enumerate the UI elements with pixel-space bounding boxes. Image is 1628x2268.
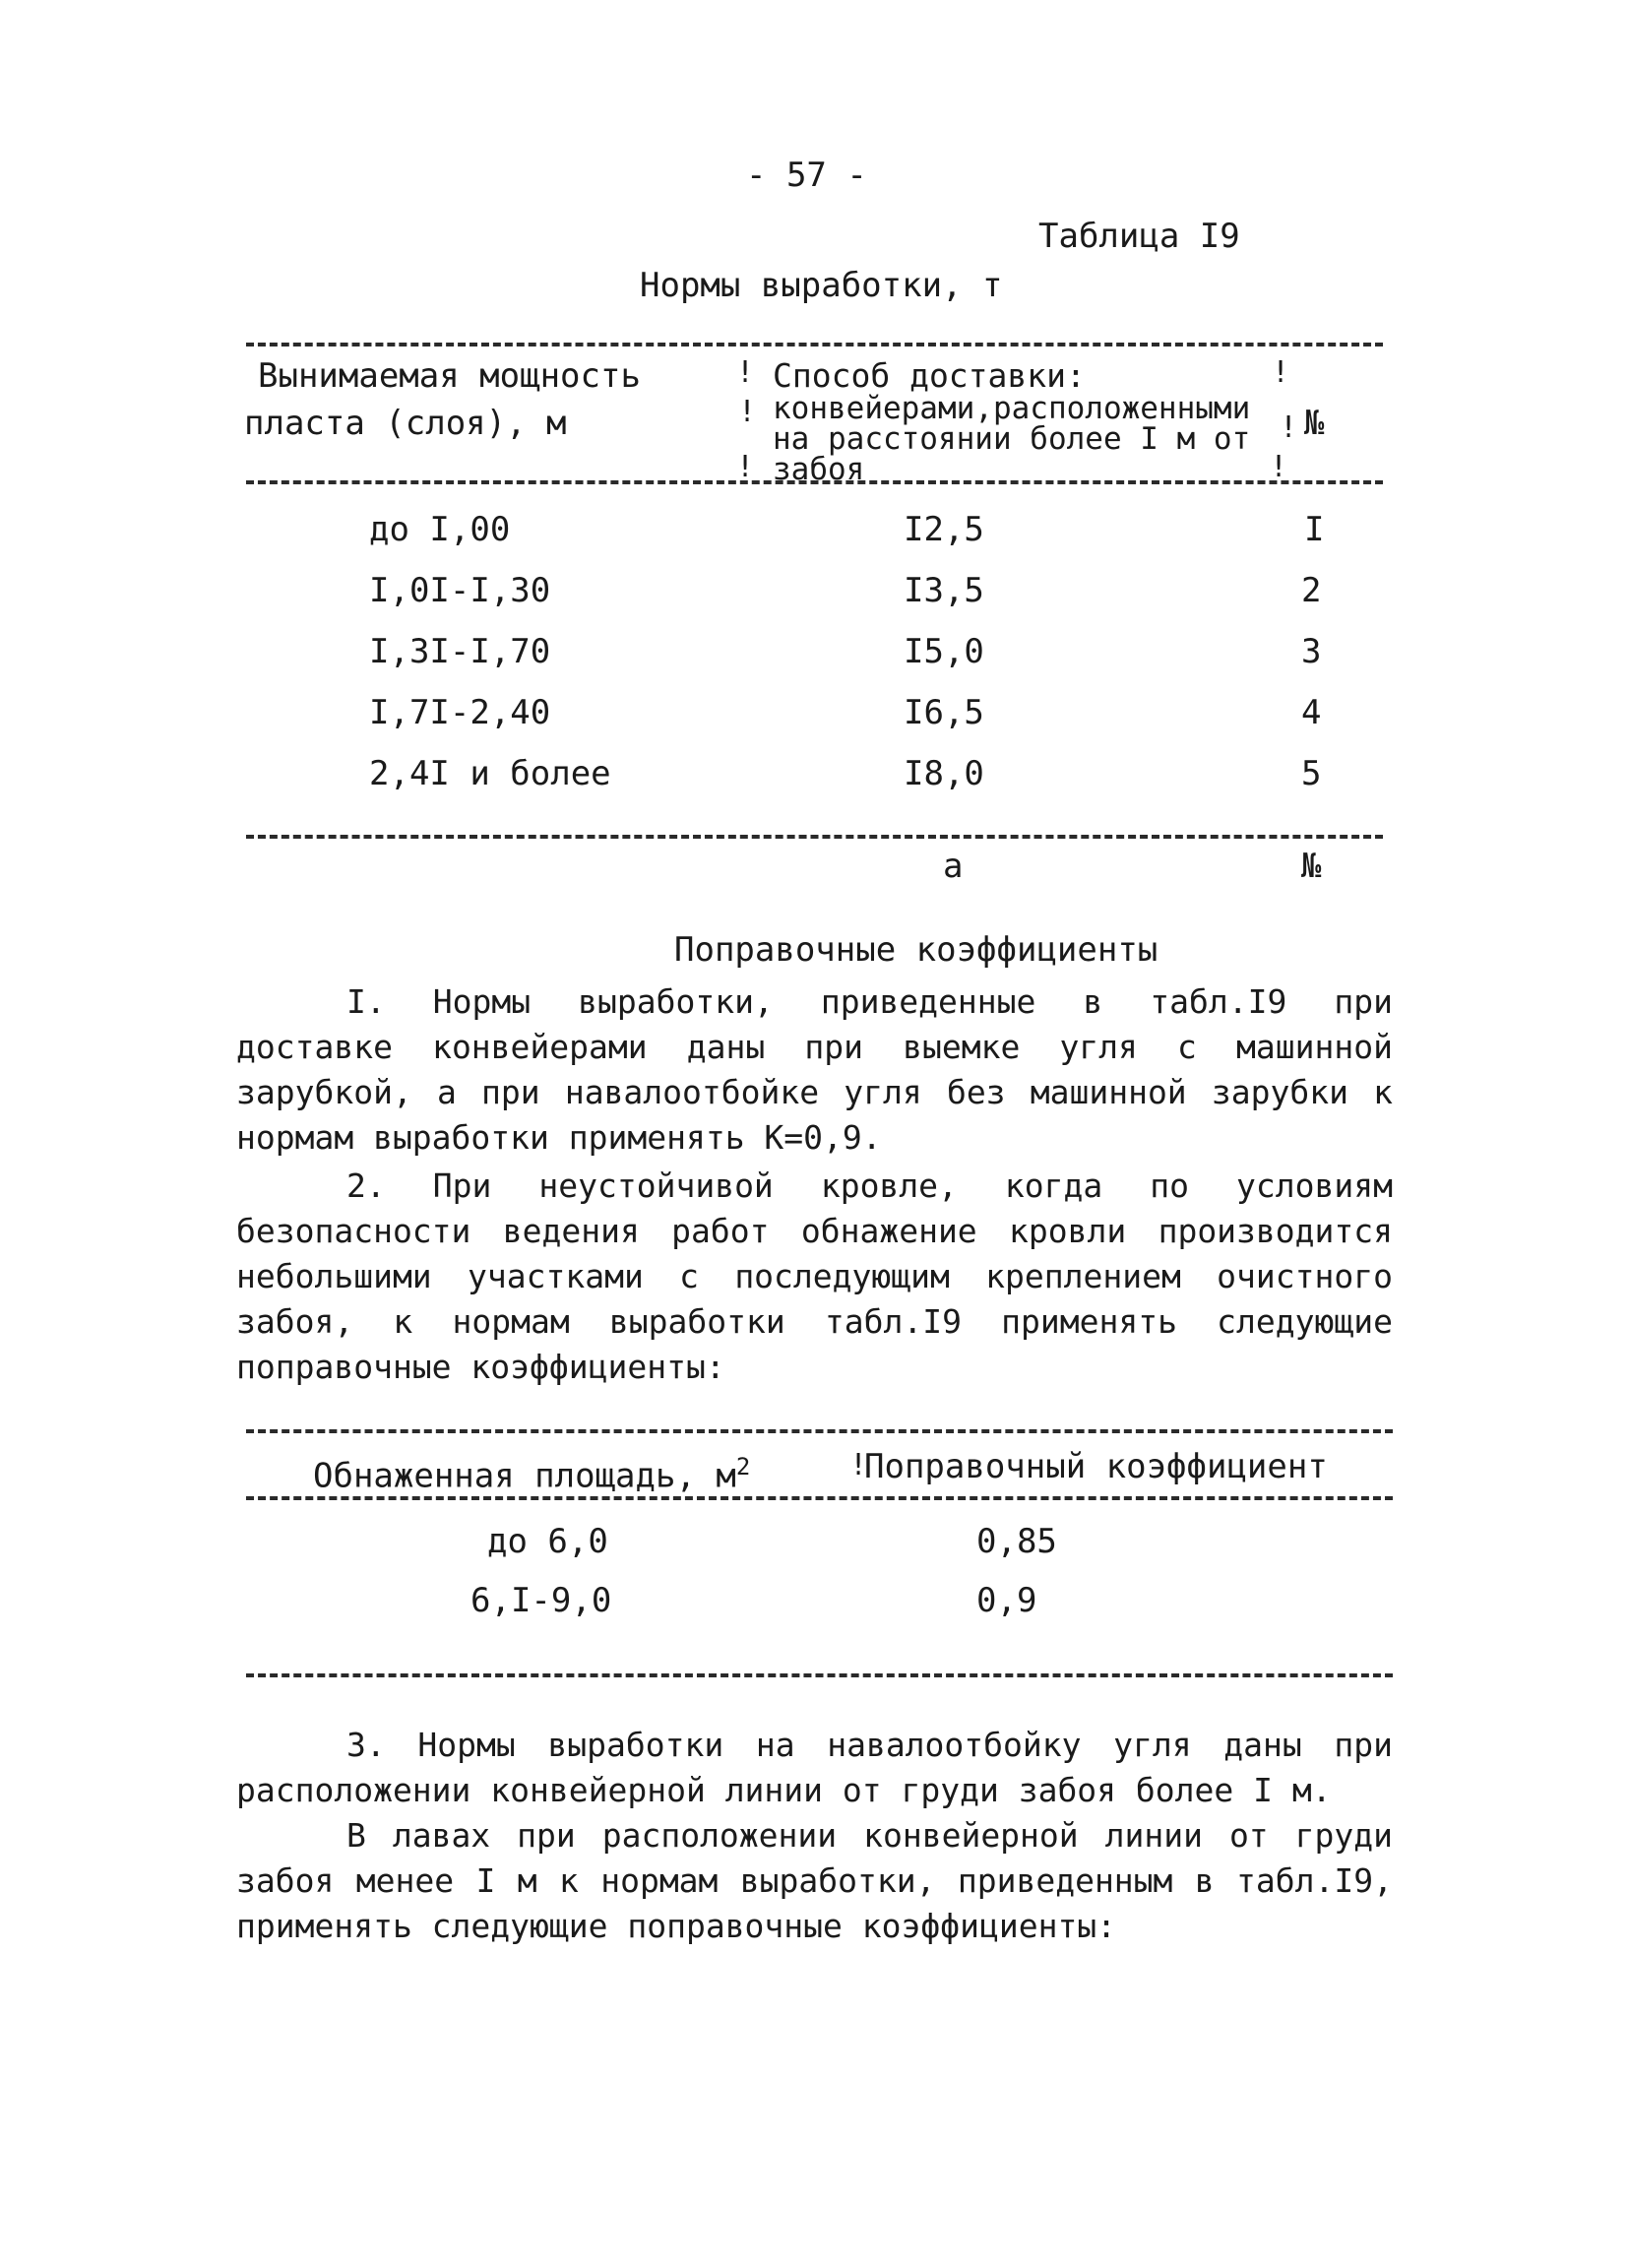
norm-cell: I8,0 (904, 754, 984, 793)
header-separator: ! (736, 355, 755, 390)
header-thickness-line1: Вынимаемая мощность (258, 356, 641, 396)
thickness-cell: I,7I-2,40 (369, 693, 551, 732)
header-delivery-line1: Способ доставки: (773, 356, 1086, 395)
table-number: Таблица I9 (1038, 217, 1240, 256)
paragraph-3: 3. Нормы выработки на навалоотбойку угля даны при расположении конвейерной линии от груди забоя более I м. (236, 1726, 1393, 1809)
row-number-cell: 4 (1301, 693, 1322, 732)
thickness-cell: I,3I-I,70 (369, 632, 551, 671)
footer-col3-marker: № (1301, 847, 1322, 886)
area-cell: 6,I-9,0 (470, 1581, 612, 1620)
header-coefficient: Поправочный коэффициент (864, 1447, 1328, 1486)
header-delivery-line3: на расстоянии более I м от (773, 421, 1251, 457)
header-area (313, 1447, 750, 1495)
norm-cell: I2,5 (904, 510, 984, 549)
header-area-sup: 2 (735, 1453, 751, 1480)
header-separator: ! (1272, 355, 1290, 390)
header-separator: ! (738, 395, 757, 429)
header-separator: ! (736, 450, 755, 484)
table-title: Нормы выработки, т (640, 266, 1003, 305)
header-delivery-line2: конвейерами,расположенными (773, 391, 1251, 426)
table-bottom-rule (246, 1673, 1393, 1677)
header-delivery-line4: забоя (773, 452, 865, 487)
norm-cell: I5,0 (904, 632, 984, 671)
header-area-label: Обнаженная площадь, м (313, 1456, 736, 1496)
header-separator: ! (1270, 450, 1288, 484)
row-number-cell: 5 (1301, 754, 1322, 793)
table-bottom-rule (246, 835, 1383, 839)
header-thickness-line2: пласта (слоя), м (244, 404, 567, 443)
page-number: - 57 - (746, 156, 867, 195)
norm-cell: I6,5 (904, 693, 984, 732)
header-separator: ! (849, 1448, 868, 1482)
section-heading: Поправочные коэффициенты (674, 930, 1158, 970)
paragraph-4: В лавах при расположении конвейерной линии от груди забоя менее I м к нормам выработки, приведенным в табл.I9, применять следующие поправочные коэффициенты: (236, 1816, 1393, 1945)
table-top-rule (246, 343, 1383, 346)
row-number-cell: I (1304, 510, 1325, 549)
paragraph-2: 2. При неустойчивой кровле, когда по условиям безопасности ведения работ обнажение кровли производится небольшими участками с последующим креплением очистного забоя, к нормам выработки табл.I9 применять следующие поправочные коэффициенты: (236, 1166, 1393, 1386)
coefficient-cell: 0,85 (976, 1522, 1057, 1561)
footer-col2-marker: а (943, 847, 964, 886)
area-cell: до 6,0 (487, 1522, 608, 1561)
header-bottom-rule (246, 480, 1383, 484)
norm-cell: I3,5 (904, 571, 984, 610)
paragraph-1: I. Нормы выработки, приведенные в табл.I9 при доставке конвейерами даны при выемке угля с машинной зарубкой, а при навалоотбойке угля без машинной зарубки к нормам выработки применять К=0,9. (236, 982, 1393, 1157)
header-separator: ! (1280, 410, 1298, 445)
coefficient-cell: 0,9 (976, 1581, 1037, 1620)
header-number: № (1304, 404, 1325, 443)
row-number-cell: 2 (1301, 571, 1322, 610)
thickness-cell: до I,00 (369, 510, 511, 549)
row-number-cell: 3 (1301, 632, 1322, 671)
header-bottom-rule (246, 1496, 1393, 1500)
thickness-cell: I,0I-I,30 (369, 571, 551, 610)
thickness-cell: 2,4I и более (369, 754, 611, 793)
table-top-rule (246, 1429, 1393, 1433)
